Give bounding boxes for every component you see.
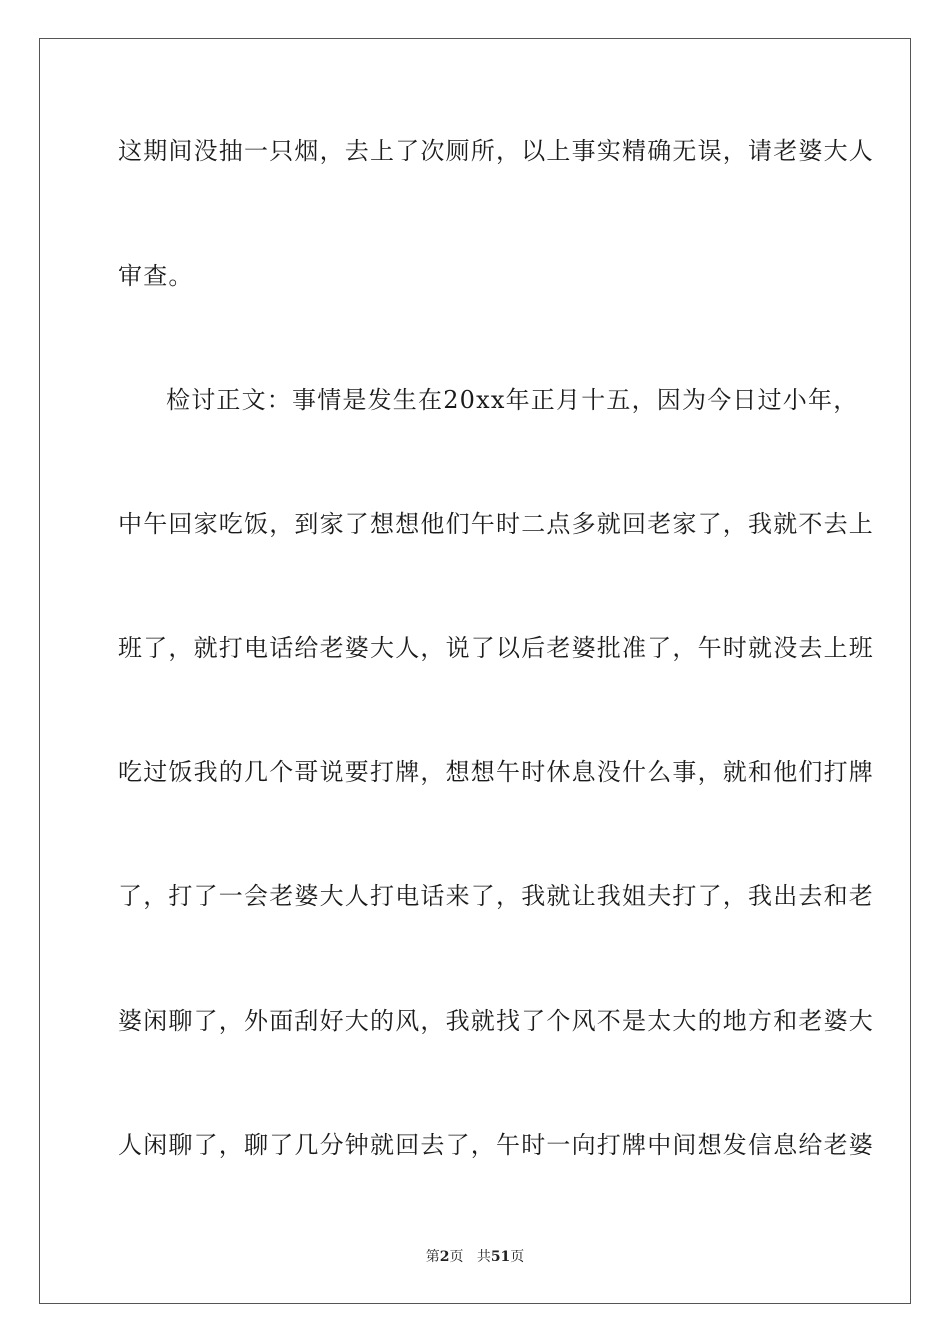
body-line-3: 检讨正文：事情是发生在20xx年正月十五，因为今日过小年， [166,386,859,414]
total-suffix: 页 [510,1249,525,1265]
body-line-8: 婆闲聊了，外面刮好大的风，我就找了个风不是太大的地方和老婆大 [118,1007,874,1035]
body-line-1: 这期间没抽一只烟，去上了次厕所，以上事实精确无误，请老婆大人 [118,137,874,165]
body-line-6: 吃过饭我的几个哥说要打牌，想想午时休息没什么事，就和他们打牌 [118,758,874,786]
body-line-2: 审查。 [118,262,194,290]
total-prefix: 共 [476,1249,491,1265]
page-number: 2 [439,1249,450,1265]
body-line-4: 中午回家吃饭，到家了想想他们午时二点多就回老家了，我就不去上 [118,510,874,538]
body-line-9: 人闲聊了，聊了几分钟就回去了，午时一向打牌中间想发信息给老婆 [118,1131,874,1159]
page-footer [0,1246,950,1266]
page-border [39,38,911,1304]
total-pages: 51 [490,1249,511,1265]
body-line-7: 了，打了一会老婆大人打电话来了，我就让我姐夫打了，我出去和老 [118,882,874,910]
page-suffix: 页 [449,1249,464,1265]
page-prefix: 第 [425,1249,440,1265]
body-line-5: 班了，就打电话给老婆大人，说了以后老婆批准了，午时就没去上班 [118,634,874,662]
